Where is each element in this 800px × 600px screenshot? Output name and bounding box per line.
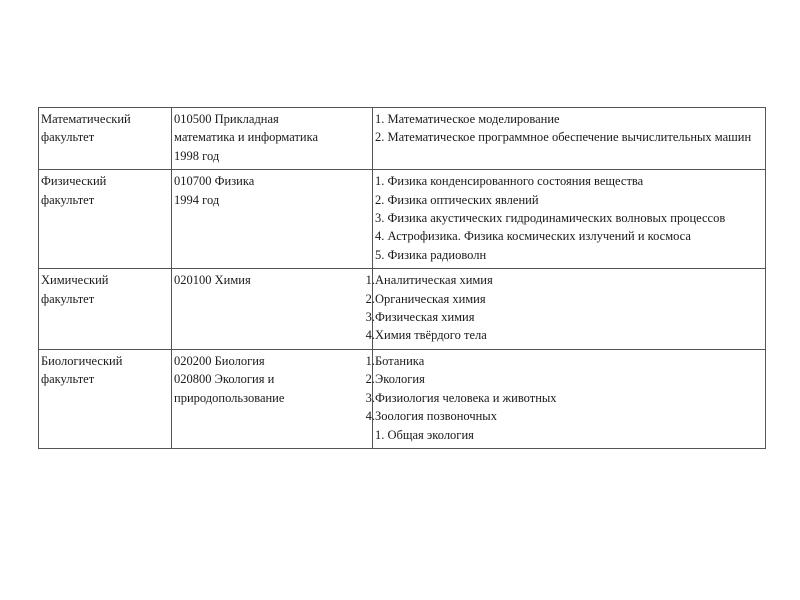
program-item [365, 271, 763, 289]
program-item: 4. Астрофизика. Физика космических излучений и космоса [375, 229, 691, 244]
faculty-cell [39, 170, 172, 269]
specialty-cell [172, 269, 373, 350]
table-row [39, 269, 766, 350]
programs-cell [365, 349, 766, 448]
specialty-cell [172, 170, 373, 269]
specialty-cell [172, 349, 373, 448]
program-item: 1. Физика конденсированного состояния вещества [375, 174, 644, 189]
specialty-year: 1994 год [174, 192, 220, 207]
program-item: 2. Физика оптических явлений [375, 192, 539, 207]
program-text: Физиология человека и животных [375, 390, 557, 405]
faculty-word: факультет [41, 130, 95, 145]
faculty-word: факультет [41, 372, 95, 387]
program-number: 3. [365, 390, 375, 405]
program-item [365, 389, 763, 407]
program-number: 2. [365, 372, 375, 387]
table-row [39, 349, 766, 448]
program-item: 1. Математическое моделирование [375, 112, 560, 126]
specialty-line: математика и информатика [174, 130, 319, 145]
program-item: 3. Физика акустических гидродинамических волновых процессов [375, 211, 726, 226]
faculty-name: Физический [41, 174, 107, 189]
faculty-cell [39, 269, 172, 350]
table-row [39, 108, 766, 170]
program-text: Химия твёрдого тела [375, 328, 487, 343]
faculty-cell [39, 108, 172, 170]
program-item [365, 290, 763, 308]
program-number: 1. [365, 273, 375, 288]
program-item [365, 407, 763, 425]
specialty-line: 010700 Физика [174, 174, 255, 189]
faculty-name: Биологический [41, 353, 123, 368]
faculty-word: факультет [41, 192, 95, 207]
specialty-cell [172, 108, 373, 170]
program-item: 2. Математическое программное обеспечение вычислительных машин [375, 130, 752, 145]
program-number: 2. [365, 291, 375, 306]
program-number: 1. [365, 353, 375, 368]
program-item [365, 308, 763, 326]
program-item [365, 352, 763, 370]
specialty-line: природопользование [174, 390, 285, 405]
program-text: Аналитическая химия [375, 273, 493, 288]
program-text: Органическая химия [375, 291, 486, 306]
specialty-line: 010500 Прикладная [174, 112, 279, 126]
faculty-name: Химический [41, 273, 109, 288]
program-item: 5. Физика радиоволн [375, 247, 487, 262]
program-item [365, 326, 763, 344]
program-number: 4. [365, 328, 375, 343]
specialty-line: 020800 Экология и [174, 372, 275, 387]
programs-cell [373, 170, 766, 269]
specialty-line: 020100 Химия [174, 273, 251, 288]
specialty-year: 1998 год [174, 148, 220, 163]
programs-cell [373, 108, 766, 170]
program-number: 3. [365, 310, 375, 325]
faculty-word: факультет [41, 291, 95, 306]
faculties-table-container [38, 107, 766, 449]
program-text: Ботаника [375, 353, 425, 368]
program-number: 4. [365, 409, 375, 424]
program-text: Экология [375, 372, 425, 387]
table-row [39, 170, 766, 269]
program-item: 1. Общая экология [375, 427, 474, 442]
program-text: Физическая химия [375, 310, 475, 325]
program-item [365, 370, 763, 388]
specialty-line: 020200 Биология [174, 353, 265, 368]
program-text: Зоология позвоночных [375, 409, 497, 424]
faculty-name: Математический [41, 112, 131, 126]
faculties-table [38, 107, 766, 449]
programs-cell [365, 269, 766, 350]
faculty-cell [39, 349, 172, 448]
